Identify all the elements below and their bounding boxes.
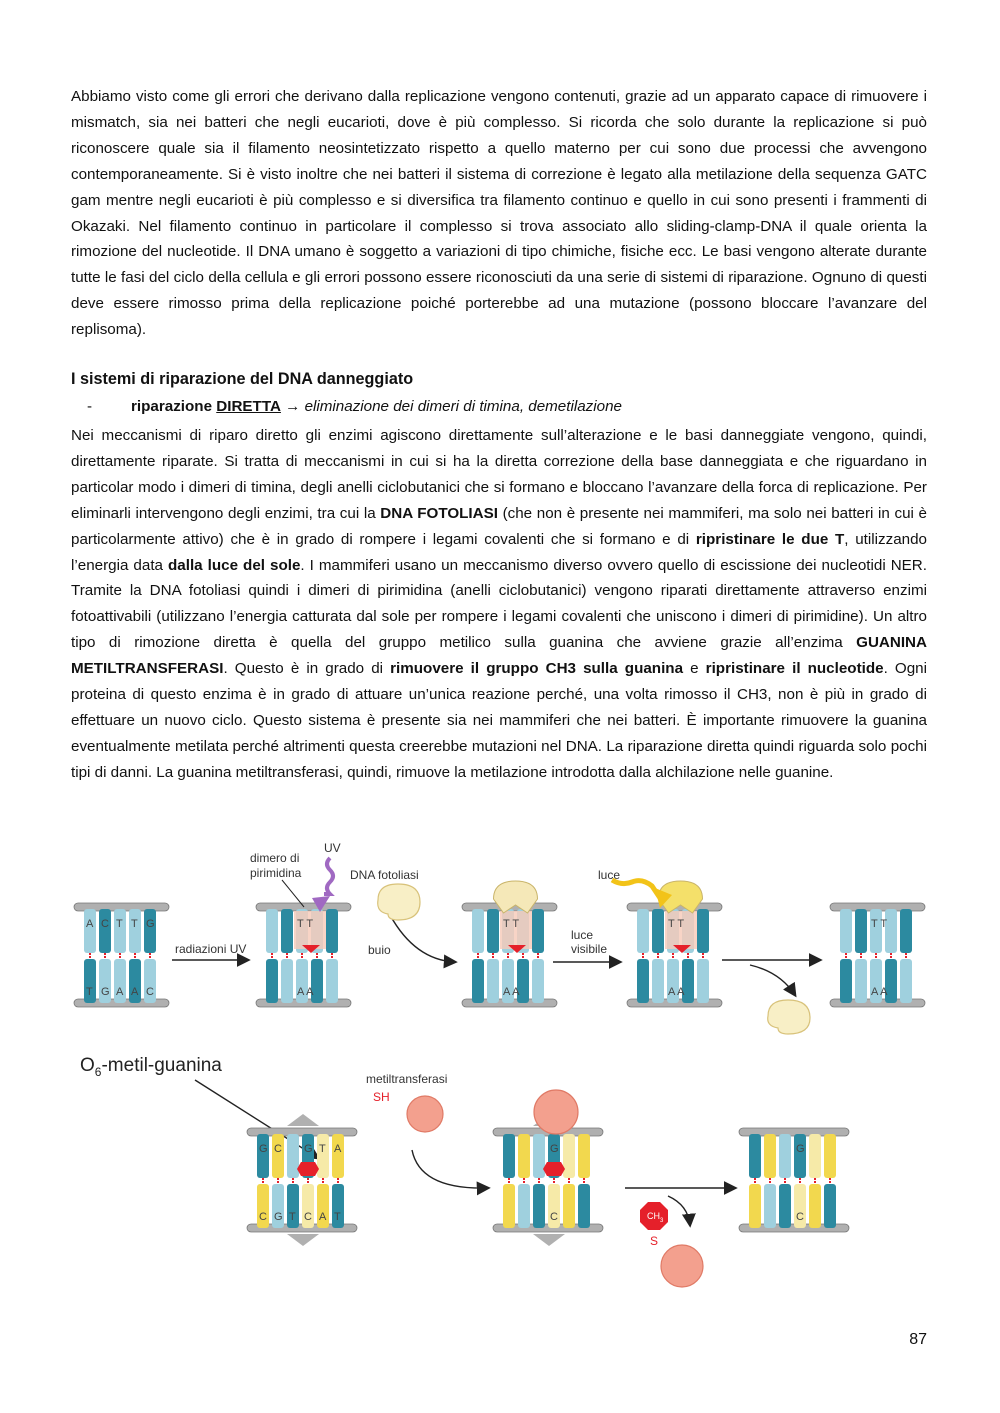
- base-letter: T: [86, 986, 93, 998]
- base-top: [855, 909, 867, 953]
- text-run: . Ogni proteina di questo enzima è in grado di attuare un’unica reazione perché, una volta rimosso il CH3, non è più in grado di effettuare un nuovo ciclo. Questo sistema è presente sia nei mammiferi che nei batteri. È importante rimuovere la guanina eventualmente metilata perché altrimenti questa creerebbe mutazioni nel DNA. La riparazione diretta quindi riguarda solo pochi tipi di danni. La guanina metiltransferasi, quindi, rimuove la metilazione introdotta dalla alchilazione nelle guanine.: [71, 660, 927, 781]
- base-letter: G: [101, 986, 110, 998]
- base-letter: C: [796, 1211, 804, 1223]
- dna-panel-enzyme-bound: [462, 881, 557, 1007]
- base-bottom: [281, 959, 293, 1003]
- base-letter: A: [319, 1211, 327, 1223]
- base-top: [518, 1134, 530, 1178]
- base-bottom: [900, 959, 912, 1003]
- base-bottom: [824, 1184, 836, 1228]
- backbone-kink: [287, 1114, 319, 1126]
- base-top: [578, 1134, 590, 1178]
- bold-term: GUANINA METILTRANSFERASI: [71, 634, 927, 678]
- text-run: Nei meccanismi di riparo diretto gli enzimi agiscono direttamente sull’alterazione e le basi danneggiate vengono, quindi, direttamente riparate. Si tratta di meccanismi in cui si ha la diretta correzione della base danneggiata e che riguardano in particolar modo i dimeri di timina, degli anelli ciclobutanici che si formano e bloccano l’avanzare della forca di replicazione. Per eliminarli intervengono degli enzimi, tra cui la: [71, 427, 927, 522]
- text-run: . Questo è in grado di: [223, 660, 391, 678]
- base-top: [637, 909, 649, 953]
- label-visible-light-1: luce: [571, 928, 594, 942]
- base-bottom: [855, 959, 867, 1003]
- text-run: e: [683, 660, 706, 678]
- base-top: [287, 1134, 299, 1178]
- base-letter: A A: [668, 986, 685, 998]
- base-top: [144, 909, 156, 953]
- label-dimer-2: pirimidina: [250, 866, 302, 880]
- base-letter: C: [146, 986, 154, 998]
- base-letter: A: [131, 986, 139, 998]
- base-letter: T: [289, 1211, 296, 1223]
- base-top: [129, 909, 141, 953]
- base-top: [317, 1134, 329, 1178]
- base-bottom: [637, 959, 649, 1003]
- arrow-dark: [390, 915, 455, 962]
- base-top: [84, 909, 96, 953]
- base-bottom: [518, 1184, 530, 1228]
- base-letter: A A: [503, 986, 520, 998]
- inactive-enzyme-icon: [661, 1245, 703, 1287]
- base-top: [257, 1134, 269, 1178]
- base-letter: G: [274, 1211, 283, 1223]
- base-letter: G: [550, 1143, 559, 1155]
- methyltransferase-figure: [80, 1055, 849, 1287]
- base-letter: A: [334, 1143, 342, 1155]
- methyltransferase-enzyme-icon: [407, 1096, 443, 1132]
- ch3-label: $CH_3$: [647, 1211, 664, 1224]
- arrow-transfer: [412, 1150, 488, 1188]
- photolyase-figure: [74, 841, 925, 1034]
- base-top: [900, 909, 912, 953]
- base-letter: T: [131, 918, 138, 930]
- base-bottom: [779, 1184, 791, 1228]
- intro-paragraph: Abbiamo visto come gli errori che derivano dalla replicazione vengono contenuti, grazie ad un apparato capace di rimuovere i mismatch, sia nei batteri che negli eucarioti, dove è più complesso. Si ricorda che solo durante la replicazione si può riconoscere quale sia il filamento neosintetizzato rispetto a quello materno per cui sono due processi che avvengono contemporaneamente. Si è visto inoltre che nei batteri il sistema di correzione è legato alla metilazione della sequenza GATC gam mentre negli eucarioti è più complesso e si diversifica tra filamento continuo e quello in cui sono presenti i frammenti di Okazaki. Nel filamento continuo in particolare il complesso si trova associato allo sliding-clamp-DNA il quale orienta la rimozione del nucleotide. Il DNA umano è soggetto a variazioni di tipo chimiche, fisiche ecc. Le basi vengono alterate durante tutte le fasi del ciclo della cellula e gli errori possono essere riconosciuti da una serie di sistemi di riparazione. Ognuno di questi deve essere rimosso prima della replicazione poiché porterebbe ad una mutazione (possono bloccare l’avanzare del replisoma).: [71, 88, 927, 339]
- base-bottom: [749, 1184, 761, 1228]
- bold-term: dalla luce del sole: [168, 556, 301, 574]
- base-top: [272, 1134, 284, 1178]
- base-bottom: [652, 959, 664, 1003]
- label-light: luce: [598, 868, 621, 882]
- methyl-group-icon: [297, 1162, 319, 1176]
- base-top: [809, 1134, 821, 1178]
- base-letter: A: [86, 918, 94, 930]
- s-label: S: [650, 1234, 659, 1248]
- base-top: [764, 1134, 776, 1178]
- base-letter: A A: [871, 986, 888, 998]
- dna-panel-dimer: [256, 903, 351, 1007]
- dna-panel-methylated: [247, 1114, 357, 1246]
- base-bottom: [840, 959, 852, 1003]
- dna-panel-intact: [74, 903, 169, 1007]
- label-dark: buio: [368, 943, 391, 957]
- bullet-dash: -: [87, 398, 93, 415]
- dna-panel-restored: [739, 1128, 849, 1232]
- label-photolyase: DNA fotoliasi: [350, 868, 419, 882]
- bold-term: ripristinare le due T: [695, 530, 845, 548]
- text-run: , utilizzando l’energia data: [71, 530, 927, 574]
- dimer-highlight: [665, 911, 697, 949]
- page-number: 87: [909, 1331, 927, 1348]
- photolyase-enzyme-icon: [378, 884, 420, 920]
- dna-panel-enzyme-transfer: [493, 1114, 603, 1246]
- base-top: [779, 1134, 791, 1178]
- base-letter: C: [259, 1211, 267, 1223]
- arrow-enzyme-release: [750, 965, 795, 995]
- base-letter: C: [274, 1143, 282, 1155]
- base-bottom: [532, 959, 544, 1003]
- base-bottom: [578, 1184, 590, 1228]
- base-top: [749, 1134, 761, 1178]
- base-top: [532, 909, 544, 953]
- base-top: [794, 1134, 806, 1178]
- label-dimer-1: dimero di: [250, 851, 300, 865]
- base-top: [533, 1134, 545, 1178]
- base-bottom: [697, 959, 709, 1003]
- base-bottom: [563, 1184, 575, 1228]
- base-letter: G: [304, 1143, 313, 1155]
- dimer-highlight: [294, 911, 326, 949]
- backbone-kink: [533, 1234, 565, 1246]
- base-top: [326, 909, 338, 953]
- base-top: [870, 909, 882, 953]
- section-heading: I sistemi di riparazione del DNA danneggiato: [71, 370, 414, 388]
- methyl-group-icon: [543, 1162, 565, 1176]
- fig2-title: $O_6-metil$-guanina: [80, 1055, 222, 1079]
- base-letter: T T: [503, 918, 520, 930]
- label-visible-light-2: visibile: [571, 942, 608, 956]
- base-bottom: [487, 959, 499, 1003]
- base-letter: C: [101, 918, 109, 930]
- bullet-italic: eliminazione dei dimeri di timina, demetilazione: [304, 398, 622, 415]
- base-letter: T: [319, 1143, 326, 1155]
- bullet-arrow: →: [280, 398, 305, 415]
- base-bottom: [266, 959, 278, 1003]
- base-top: [563, 1134, 575, 1178]
- base-top: [281, 909, 293, 953]
- base-letter: T T: [668, 918, 685, 930]
- base-bottom: [533, 1184, 545, 1228]
- base-letter: C: [550, 1211, 558, 1223]
- arrow-enzyme-inactive: [668, 1196, 690, 1225]
- backbone-kink: [287, 1234, 319, 1246]
- base-bottom: [472, 959, 484, 1003]
- base-bottom: [764, 1184, 776, 1228]
- bound-enzyme-icon: [534, 1090, 578, 1134]
- text-run: . I mammiferi usano un meccanismo diverso ovvero quello di escissione dei nucleotidi NER. Tramite la DNA fotoliasi quindi i dimeri di pirimidina (anelli ciclobutanici) vengono riparati direttamente attraverso enzimi fotoattivabili (utilizzano l’energia catturata dal sole per rompere i legami covalenti che uniscono i dimeri di pirimidine). Un altro tipo di rimozione diretta è quella del gruppo metilico sulla guanina che avviene grazie all’enzima: [71, 556, 927, 652]
- label-uv-radiation: radiazioni UV: [175, 942, 247, 956]
- base-bottom: [503, 1184, 515, 1228]
- base-top: [266, 909, 278, 953]
- base-letter: A: [116, 986, 124, 998]
- dna-panel-repaired: [830, 903, 925, 1007]
- bold-term: rimuovere il gruppo CH3 sulla guanina: [390, 660, 684, 678]
- base-bottom: [326, 959, 338, 1003]
- base-letter: T: [334, 1211, 341, 1223]
- released-photolyase-icon: [768, 1000, 810, 1034]
- label-sh: SH: [373, 1090, 390, 1104]
- base-top: [652, 909, 664, 953]
- base-top: [472, 909, 484, 953]
- base-top: [824, 1134, 836, 1178]
- base-letter: G: [146, 918, 155, 930]
- base-bottom: [809, 1184, 821, 1228]
- base-top: [503, 1134, 515, 1178]
- light-ray-icon: [612, 880, 660, 898]
- dimer-highlight: [500, 911, 532, 949]
- bold-term: ripristinare il nucleotide: [705, 660, 884, 678]
- base-letter: A A: [297, 986, 314, 998]
- base-letter: T T: [297, 918, 314, 930]
- label-uv: UV: [324, 841, 341, 855]
- label-methyltransferase: metiltransferasi: [366, 1072, 448, 1086]
- base-letter: T: [116, 918, 123, 930]
- base-top: [697, 909, 709, 953]
- bullet-underlined: DIRETTA: [216, 398, 281, 415]
- uv-ray-icon: [324, 858, 333, 894]
- base-top: [332, 1134, 344, 1178]
- base-letter: G: [259, 1143, 268, 1155]
- base-letter: C: [304, 1211, 312, 1223]
- bullet-bold: riparazione: [131, 398, 217, 415]
- base-top: [840, 909, 852, 953]
- base-top: [885, 909, 897, 953]
- base-top: [487, 909, 499, 953]
- text-run: (che non è presente nei mammiferi, ma solo nei batteri in cui è particolarmente attivo) che è in grado di rompere i legami covalenti che si formano e di: [71, 504, 927, 548]
- base-top: [99, 909, 111, 953]
- dna-panel-light-activated: [627, 881, 722, 1007]
- bold-term: DNA FOTOLIASI: [380, 504, 498, 522]
- base-letter: G: [796, 1143, 805, 1155]
- base-letter: T T: [871, 918, 888, 930]
- base-top: [114, 909, 126, 953]
